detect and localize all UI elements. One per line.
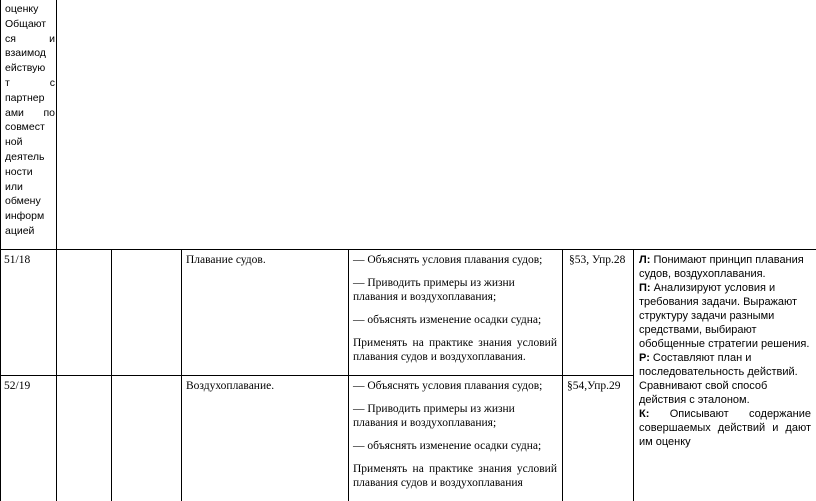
uud-label: П: xyxy=(639,282,651,294)
lesson-objectives xyxy=(353,379,557,499)
text-line: или xyxy=(5,180,23,193)
text-line: ся и xyxy=(5,32,55,45)
objective-item: — Приводить примеры из жизни плавания и воздухоплавания; xyxy=(353,403,515,429)
uud-label: Л: xyxy=(639,254,651,266)
uud-regulatory: Р: Составляют план и последовательность действий. Сравнивают свой способ действия с эталоном. xyxy=(639,352,798,406)
lesson-objectives xyxy=(353,253,557,373)
top-cell-text xyxy=(5,2,55,239)
text-line: совмест xyxy=(5,121,45,134)
text-line: ействую xyxy=(5,62,46,75)
lesson-number: 51/18 xyxy=(4,254,31,266)
uud-label: К: xyxy=(639,408,650,420)
text-line: партнер xyxy=(5,91,45,104)
homework: §54,Упр.29 xyxy=(567,380,621,392)
uud-cognitive: П: Анализируют условия и требования задачи. Выражают структуру задачи разными средствами, выбирают обобщенные стратегии решения. xyxy=(639,282,810,350)
text-line: т с xyxy=(5,76,55,89)
lesson-topic: Воздухоплавание. xyxy=(186,380,275,392)
text-line: ами по xyxy=(5,106,55,119)
table-row xyxy=(4,253,30,267)
text-line: информ xyxy=(5,210,45,223)
uud-label: Р: xyxy=(639,352,650,364)
text-line: оценку xyxy=(5,3,39,15)
text-line: взаимод xyxy=(5,47,46,60)
uud-cell xyxy=(639,253,811,449)
uud-personal: Л: Понимают принцип плавания судов, воздухоплавания. xyxy=(639,254,804,280)
text-line: ности xyxy=(5,165,33,178)
objective-item: — Приводить примеры из жизни плавания и воздухоплавания; xyxy=(353,277,515,303)
objective-item: — объяснять изменение осадки судна; xyxy=(353,440,542,452)
table-row xyxy=(4,379,30,393)
objective-item: — объяснять изменение осадки судна; xyxy=(353,314,542,326)
table-row-divider xyxy=(0,375,633,376)
homework: §53, Упр.28 xyxy=(569,254,626,266)
objective-item: Применять на практике знания условий плавания судов и воздухоплавания. xyxy=(353,337,557,363)
text-line: ацией xyxy=(5,224,35,237)
lesson-number: 52/19 xyxy=(4,380,31,392)
text-line: обмену xyxy=(5,195,41,208)
table-col-divider xyxy=(633,249,634,501)
table-border-left xyxy=(0,0,1,501)
table-col-divider xyxy=(56,0,57,501)
objective-item: Применять на практике знания условий плавания судов и воздухоплавания xyxy=(353,463,557,489)
text-line: деятель xyxy=(5,150,45,163)
uud-communicative: К: Описывают содержание совершаемых действий и дают им оценку xyxy=(639,408,811,448)
text-line: ной xyxy=(5,136,23,149)
objective-item: — Объяснять условия плавания судов; xyxy=(353,380,543,392)
table-row-divider xyxy=(0,249,816,250)
lesson-topic: Плавание судов. xyxy=(186,254,266,266)
objective-item: — Объяснять условия плавания судов; xyxy=(353,254,543,266)
text-line: Общают xyxy=(5,17,47,30)
